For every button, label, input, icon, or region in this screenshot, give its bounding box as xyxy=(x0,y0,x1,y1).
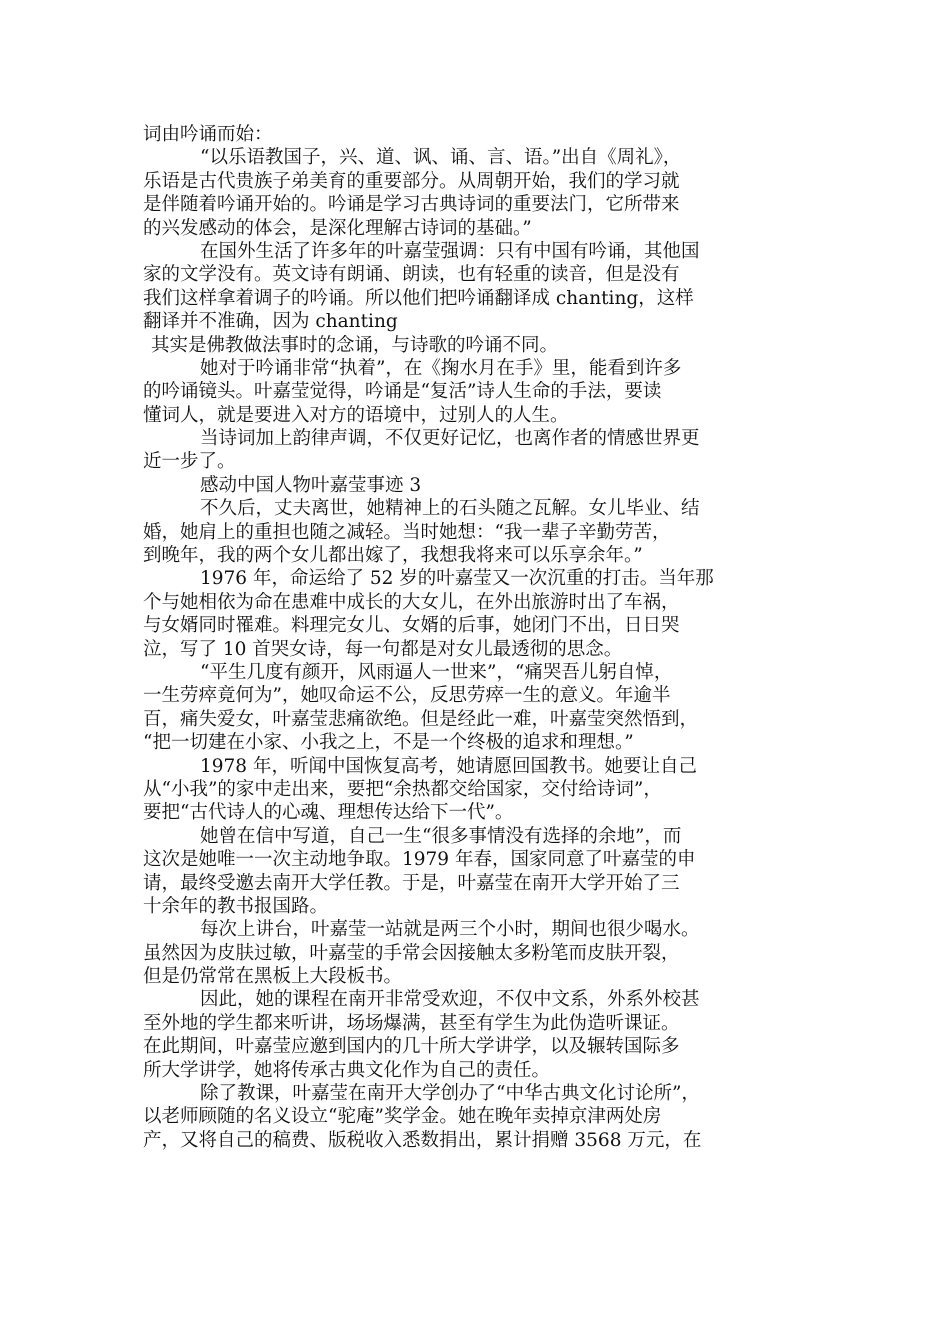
text-line: 以老师顾随的名义设立“驼庵”奖学金。她在晚年卖掉京津两处房 xyxy=(143,1106,662,1128)
text-line: “以乐语教国子，兴、道、讽、诵、言、语。”出自《周礼》， xyxy=(200,147,682,169)
text-line: 从“小我”的家中走出来，要把“余热都交给国家，交付给诗词”， xyxy=(143,778,662,800)
text-line: 除了教课，叶嘉莹在南开大学创办了“中华古典文化讨论所”， xyxy=(200,1083,700,1105)
text-line: 她曾在信中写道，自己一生“很多事情没有选择的余地”，而 xyxy=(200,825,682,847)
text-line: 在国外生活了许多年的叶嘉莹强调：只有中国有吟诵，其他国 xyxy=(200,240,700,262)
document-body xyxy=(143,123,818,1152)
text-line: 所大学讲学，她将传承古典文化作为自己的责任。 xyxy=(143,1059,551,1081)
text-line: 但是仍常常在黑板上大段板书。 xyxy=(143,966,403,988)
text-line: 在此期间，叶嘉莹应邀到国内的几十所大学讲学，以及辗转国际多 xyxy=(143,1036,680,1058)
text-line: 这次是她唯一一次主动地争取。1979 年春，国家同意了叶嘉莹的申 xyxy=(143,849,696,871)
text-line: 泣，写了 10 首哭女诗，每一句都是对女儿最透彻的思念。 xyxy=(143,638,623,660)
text-line: 每次上讲台，叶嘉莹一站就是两三个小时，期间也很少喝水。 xyxy=(200,919,700,941)
text-line: 当诗词加上韵律声调，不仅更好记忆，也离作者的情感世界更 xyxy=(200,428,700,450)
text-line: 是伴随着吟诵开始的。吟诵是学习古典诗词的重要法门，它所带来 xyxy=(143,194,680,216)
text-line: 十余年的教书报国路。 xyxy=(143,895,329,917)
text-line: 我们这样拿着调子的吟诵。所以他们把吟诵翻译成 chanting，这样 xyxy=(143,287,694,309)
text-line: 感动中国人物叶嘉莹事迹 3 xyxy=(200,474,422,496)
text-line: “平生几度有颜开，风雨逼人一世来”，“痛哭吾儿躬自悼， xyxy=(200,661,673,683)
text-line: 要把“古代诗人的心魂、理想传达给下一代”。 xyxy=(143,802,514,824)
text-line: 1978 年，听闻中国恢复高考，她请愿回国教书。她要让自己 xyxy=(200,755,697,777)
text-line: 不久后，丈夫离世，她精神上的石头随之瓦解。女儿毕业、结 xyxy=(200,498,700,520)
text-line: “把一切建在小家、小我之上，不是一个终极的追求和理想。” xyxy=(143,732,634,754)
text-line: 到晚年，我的两个女儿都出嫁了，我想我将来可以乐享余年。” xyxy=(143,545,643,567)
text-line: 因此，她的课程在南开非常受欢迎，不仅中文系，外系外校甚 xyxy=(200,989,700,1011)
text-line: 词由吟诵而始： xyxy=(143,124,273,145)
text-line: 个与她相依为命在患难中成长的大女儿，在外出旅游时出了车祸， xyxy=(143,591,680,613)
text-line: 她对于吟诵非常“执着”，在《掬水月在手》里，能看到许多 xyxy=(200,357,682,379)
text-line: 请，最终受邀去南开大学任教。于是，叶嘉莹在南开大学开始了三 xyxy=(143,872,680,894)
text-line: 至外地的学生都来听讲，场场爆满，甚至有学生为此伪造听课证。 xyxy=(143,1012,680,1034)
text-line: 百，痛失爱女，叶嘉莹悲痛欲绝。但是经此一难，叶嘉莹突然悟到， xyxy=(143,708,699,730)
text-line: 翻译并不准确，因为 chanting xyxy=(143,311,398,333)
text-line: 家的文学没有。英文诗有朗诵、朗读，也有轻重的读音，但是没有 xyxy=(143,264,680,286)
text-line: 近一步了。 xyxy=(143,451,236,473)
text-line: 与女婿同时罹难。料理完女儿、女婿的后事，她闭门不出，日日哭 xyxy=(143,615,680,637)
text-line: 乐语是古代贵族子弟美育的重要部分。从周朝开始，我们的学习就 xyxy=(143,170,680,192)
text-line: 产，又将自己的稿费、版税收入悉数捐出，累计捐赠 3568 万元，在 xyxy=(143,1129,702,1151)
text-line: 一生劳瘁竟何为”，她叹命运不公，反思劳瘁一生的意义。年逾半 xyxy=(143,685,671,707)
text-line: 的兴发感动的体会，是深化理解古诗词的基础。” xyxy=(143,217,532,239)
text-line: 婚，她肩上的重担也随之减轻。当时她想：“我一辈子辛勤劳苦， xyxy=(143,521,671,543)
text-line: 的吟诵镜头。叶嘉莹觉得，吟诵是“复活”诗人生命的手法，要读 xyxy=(143,381,662,403)
text-line: 1976 年，命运给了 52 岁的叶嘉莹又一次沉重的打击。当年那 xyxy=(200,568,714,590)
text-line: 其实是佛教做法事时的念诵，与诗歌的吟诵不同。 xyxy=(151,334,559,356)
text-line: 虽然因为皮肤过敏，叶嘉莹的手常会因接触太多粉笔而皮肤开裂， xyxy=(143,942,680,964)
text-line: 懂词人，就是要进入对方的语境中，过别人的人生。 xyxy=(143,404,569,426)
